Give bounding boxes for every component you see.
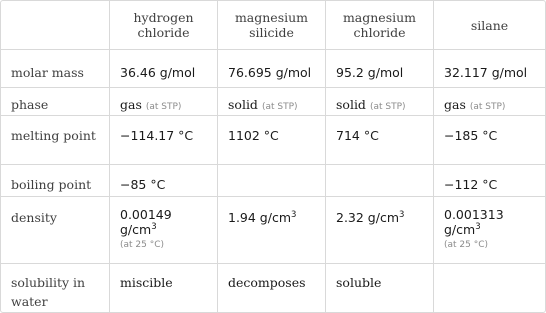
phase-condition-note: (at STP) xyxy=(145,102,182,112)
molar-mass-value: 76.695 g/mol xyxy=(228,65,312,80)
header-row xyxy=(1,1,545,50)
header-corner xyxy=(1,1,110,49)
density-value: 0.00149 xyxy=(120,207,172,222)
boiling-point-value: −112 °C xyxy=(444,177,498,192)
phase-value: gas xyxy=(444,97,466,112)
table-cell xyxy=(218,264,326,312)
row-label-solubility-in-water: solubility in water xyxy=(11,275,86,309)
density-value: 2.32 $g/cm^3$ xyxy=(336,210,405,225)
table-cell xyxy=(110,197,218,263)
row-label-cell xyxy=(1,116,110,164)
molar-mass-value: 36.46 g/mol xyxy=(120,65,196,80)
table-row xyxy=(1,264,545,312)
molar-mass-value: 95.2 g/mol xyxy=(336,65,404,80)
boiling-point-value: −85 °C xyxy=(120,177,166,192)
column-header-magnesium-silicide: magnesium silicide xyxy=(218,1,326,49)
density-condition-note: (at 25 °C) xyxy=(120,240,165,250)
table-cell xyxy=(326,197,434,263)
table-cell xyxy=(218,197,326,263)
solubility-value: soluble xyxy=(336,275,382,290)
table-row xyxy=(1,50,545,88)
melting-point-value: 714 °C xyxy=(336,128,379,143)
solubility-value: miscible xyxy=(120,275,173,290)
density-value: 1.94 $g/cm^3$ xyxy=(228,210,297,225)
table-cell xyxy=(110,88,218,115)
density-unit: $g/cm^3$ xyxy=(120,222,157,237)
column-header-silane: silane xyxy=(470,17,509,33)
row-label-cell xyxy=(1,197,110,263)
table-cell xyxy=(434,197,545,263)
table-row xyxy=(1,88,545,116)
column-header-hydrogen-chloride: hydrogen chloride xyxy=(110,1,218,49)
table-cell xyxy=(110,116,218,164)
table-row xyxy=(1,116,545,165)
table-cell xyxy=(326,116,434,164)
table-cell xyxy=(434,88,545,115)
phase-value: gas xyxy=(120,97,142,112)
row-label-melting-point: melting point xyxy=(11,128,96,143)
row-label-cell xyxy=(1,264,110,312)
solubility-value: decomposes xyxy=(228,275,306,290)
table-cell xyxy=(218,88,326,115)
density-value: 0.001313 xyxy=(444,207,504,222)
table-cell xyxy=(218,116,326,164)
phase-condition-note: (at STP) xyxy=(369,102,406,112)
table-cell xyxy=(434,50,545,87)
table-row xyxy=(1,197,545,264)
row-label-boiling-point: boiling point xyxy=(11,177,92,192)
table-cell xyxy=(110,165,218,196)
phase-condition-note: (at STP) xyxy=(261,102,298,112)
molar-mass-value: 32.117 g/mol xyxy=(444,65,528,80)
table-cell xyxy=(110,50,218,87)
table-cell xyxy=(110,264,218,312)
table-cell xyxy=(434,264,545,312)
phase-condition-note: (at STP) xyxy=(469,102,506,112)
phase-value: solid xyxy=(228,97,258,112)
column-header-magnesium-chloride: magnesium chloride xyxy=(326,1,434,49)
density-condition-note: (at 25 °C) xyxy=(444,240,489,250)
table-cell xyxy=(326,50,434,87)
row-label-cell xyxy=(1,88,110,115)
density-unit: $g/cm^3$ xyxy=(444,222,481,237)
table-cell xyxy=(326,88,434,115)
melting-point-value: −185 °C xyxy=(444,128,498,143)
table-cell xyxy=(218,50,326,87)
table-cell xyxy=(434,116,545,164)
table-cell xyxy=(434,165,545,196)
table-row xyxy=(1,165,545,197)
row-label-cell xyxy=(1,165,110,196)
phase-value: solid xyxy=(336,97,366,112)
row-label-density: density xyxy=(11,210,57,225)
table-cell xyxy=(326,264,434,312)
row-label-molar-mass: molar mass xyxy=(11,65,84,80)
melting-point-value: −114.17 °C xyxy=(120,128,194,143)
melting-point-value: 1102 °C xyxy=(228,128,279,143)
table-cell xyxy=(326,165,434,196)
row-label-phase: phase xyxy=(11,97,49,112)
row-label-cell xyxy=(1,50,110,87)
table-cell xyxy=(218,165,326,196)
